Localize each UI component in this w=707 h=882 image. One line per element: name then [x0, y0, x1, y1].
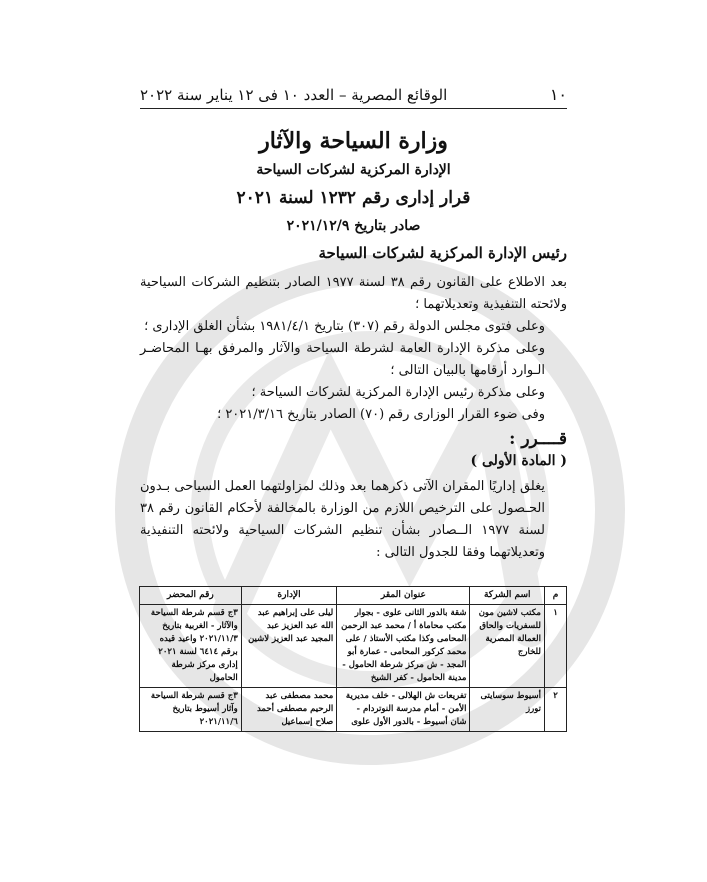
cell-record: ٣ج قسم شرطة السياحة وآثار أسيوط بتاريخ ٢٠٢١/١١/٦	[140, 688, 242, 732]
preamble-line: وعلى فتوى مجلس الدولة رقم (٣٠٧) بتاريخ ١٩٨١/٤/١ بشأن الغلق الإدارى ؛	[144, 319, 545, 334]
cell-company: مكتب لاشين مون للسفريات والحاق العمالة المصرية للخارج	[470, 605, 544, 688]
decree-body	[140, 272, 567, 564]
running-header	[140, 78, 567, 109]
header-admin: الإدارة	[241, 587, 336, 605]
running-title: الوقائع المصرية – العدد ١٠ فى ١٢ يناير سنة ٢٠٢٢	[140, 86, 448, 104]
header-address: عنوان المقر	[337, 587, 470, 605]
ministry-title: وزارة السياحة والآثار	[259, 128, 448, 154]
table-row	[140, 605, 567, 688]
table-row	[140, 688, 567, 732]
header-company: اسم الشركة	[470, 587, 544, 605]
table-header-row	[140, 587, 567, 605]
department-title: الإدارة المركزية لشركات السياحة	[256, 162, 451, 178]
decree-title: قرار إدارى رقم ١٢٣٢ لسنة ٢٠٢١	[236, 188, 471, 208]
cell-num: ١	[544, 605, 566, 688]
closure-table	[139, 586, 567, 732]
preamble-line: وعلى مذكرة رئيس الإدارة المركزية لشركات السياحة ؛	[251, 385, 545, 400]
preamble-line: بعد الاطلاع على القانون رقم ٣٨ لسنة ١٩٧٧ الصادر بتنظيم الشركات السياحية ولائحته التنفيذية وتعديلاتهما ؛	[140, 275, 567, 312]
header-record: رقم المحضر	[140, 587, 242, 605]
article-title: ( المادة الأولى )	[470, 453, 567, 469]
cell-address: شقة بالدور الثانى علوى - بجوار مكتب محاماة أ / محمد عبد الرحمن المحامى وكذا مكتب الأستاذ / على محمد كركور المحامى - عمارة أبو المجد - ش مركز شرطة الحامول - مدينة الحامول - كفر الشيخ	[337, 605, 470, 688]
page-number: ١٠	[549, 85, 567, 104]
preamble-line: وفى ضوء القرار الوزارى رقم (٧٠) الصادر بتاريخ ٢٠٢١/٣/١٦ ؛	[217, 407, 545, 422]
cell-company: أسيوط سوسايتى تورز	[470, 688, 544, 732]
cell-num: ٢	[544, 688, 566, 732]
article-text: يغلق إداريًا المقران الآتى ذكرهما بعد وذلك لمزاولتهما العمل السياحى بـدون الحـصول على الترخيص اللازم من الوزارة بالمخالفة لأحكام القانون رقم ٣٨ لسنة ١٩٧٧ الــصادر بشأن تنظيم الشركات السياحية ولائحته التنفيذية وتعديلاتهما وفقا للجدول التالى :	[140, 479, 545, 560]
preamble-line: وعلى مذكرة الإدارة العامة لشرطة السياحة والآثار والمرفق بهـا المحاضـر الـوارد أرقامها بالبيان التالى ؛	[140, 341, 545, 378]
cell-admin: ليلى على إبراهيم عبد الله عبد العزيز عبد المجيد عبد العزيز لاشين	[241, 605, 336, 688]
cell-address: تفريعات ش الهلالى - خلف مديرية الأمن - أمام مدرسة النوتردام - شان أسيوط - بالدور الأول علوى	[337, 688, 470, 732]
issued-date: صادر بتاريخ ٢٠٢١/١٢/٩	[286, 218, 421, 234]
qarar-heading: قــــرر :	[509, 429, 567, 449]
cell-admin: محمد مصطفى عبد الرحيم مصطفى أحمد صلاح إسماعيل	[241, 688, 336, 732]
cell-record: ٣ج قسم شرطة السياحة والآثار - الغربية بتاريخ ٢٠٢١/١١/٣ واعيد قيده برقم ٦٤١٤ لسنة ٢٠٢١ إدارى مركز شرطة الحامول	[140, 605, 242, 688]
issuer-heading: رئيس الإدارة المركزية لشركات السياحة	[318, 244, 567, 262]
header-num: م	[544, 587, 566, 605]
